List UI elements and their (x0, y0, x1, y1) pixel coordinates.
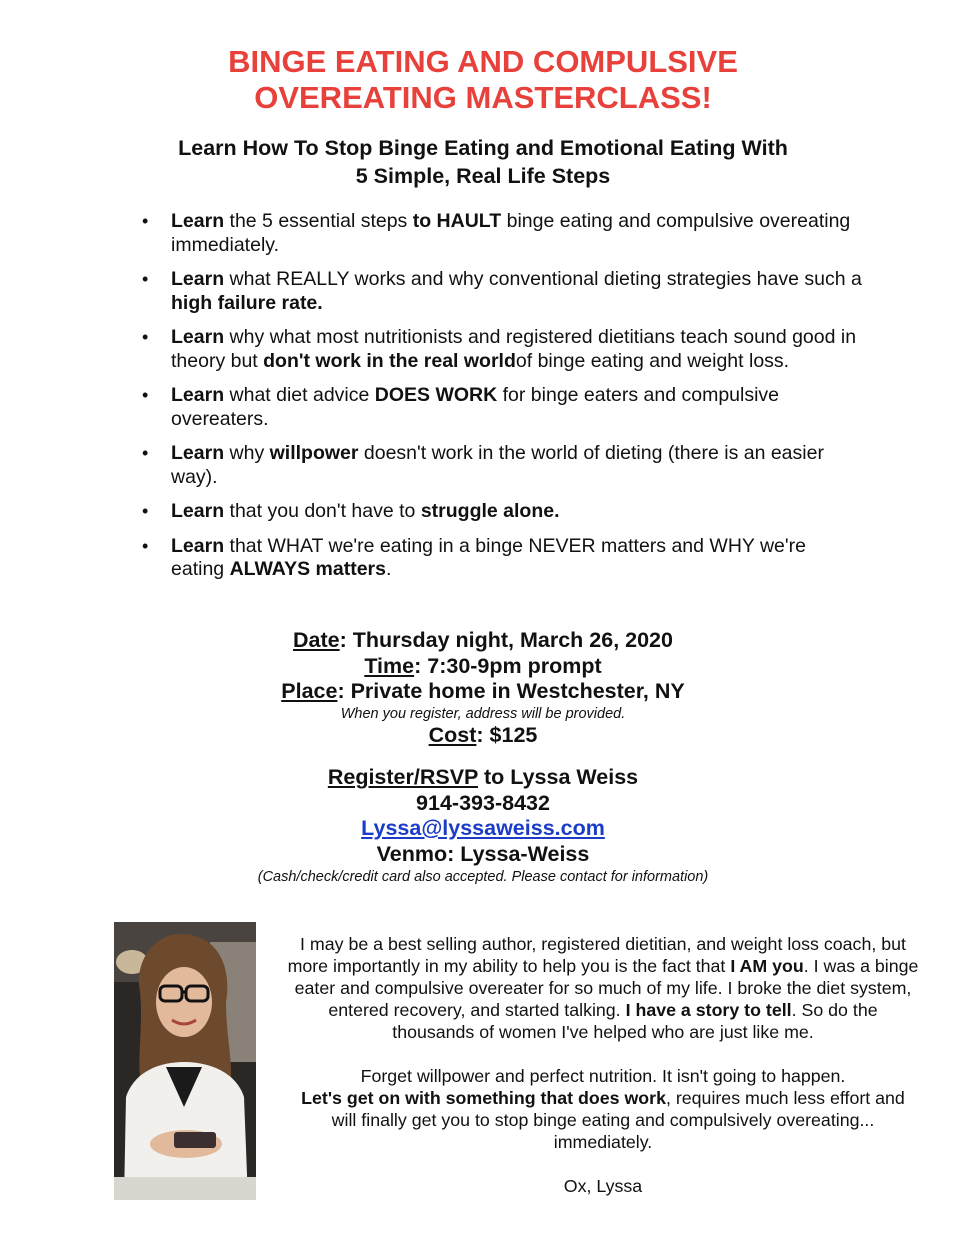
bullet-lead: Learn (171, 500, 225, 522)
bullet-emphasis: don't work in the real world (263, 349, 516, 372)
event-cost (0, 723, 966, 749)
bullet-lead: Learn (171, 210, 225, 232)
list-item (142, 326, 862, 373)
bio-signoff: Ox, Lyssa (563, 1176, 643, 1196)
time-value: : 7:30-9pm prompt (414, 653, 602, 678)
register-to: to Lyssa Weiss (478, 765, 639, 789)
date-value: : Thursday night, March 26, 2020 (339, 628, 673, 652)
bullet-text: what diet advice (224, 384, 375, 406)
bullet-lead: Learn (171, 534, 225, 557)
register-line (0, 765, 966, 791)
register-email-row (0, 816, 966, 842)
event-date (0, 628, 966, 654)
spacer (0, 748, 966, 765)
benefits-list (142, 210, 862, 593)
register-label: Register/RSVP (327, 765, 479, 789)
bullet-text: . (385, 558, 392, 580)
event-place (0, 679, 966, 705)
bullet-text: why (224, 442, 270, 464)
bio-emphasis: I AM you (730, 956, 804, 976)
title-line-1: BINGE EATING AND COMPULSIVE (228, 44, 738, 79)
register-phone: 914-393-8432 (416, 790, 550, 815)
bullet-lead: Learn (171, 442, 225, 464)
email-link[interactable]: Lyssa@lyssaweiss.com (361, 816, 605, 840)
bullet-text: that WHAT we're eating in a binge NEVER matters and WHY we're eating (171, 534, 806, 580)
bullet-text: why what most nutritionists and registered dietitians teach sound good in theory but (171, 326, 857, 372)
bullet-emphasis: high failure rate. (171, 291, 323, 314)
page-subtitle (0, 134, 966, 190)
bio-text: Forget willpower and perfect nutrition. It isn't going to happen. (360, 1066, 846, 1086)
bullet-emphasis: struggle alone. (420, 500, 560, 522)
bullet-emphasis: ALWAYS matters (229, 558, 386, 580)
bullet-lead: Learn (171, 326, 225, 348)
time-label: Time (364, 653, 415, 678)
bio-text: . I was a binge eater and compulsive overeater for so much of my life. I broke the diet system, entered recovery, and started talking. (294, 956, 919, 1020)
author-bio (287, 933, 919, 1219)
author-photo-illustration (114, 922, 256, 1200)
place-value: : Private home in Westchester, NY (337, 679, 685, 703)
list-item (142, 210, 862, 257)
bullet-text: binge eating and compulsive overeating immediately. (171, 210, 851, 256)
list-item (142, 500, 862, 524)
bullet-lead: Learn (171, 268, 225, 290)
bullet-text: that you don't have to (224, 500, 421, 522)
bullet-text: for binge eaters and compulsive overeaters. (171, 384, 780, 430)
bullet-text: of binge eating and weight loss. (515, 349, 790, 372)
bullet-text: doesn't work in the world of dieting (there is an easier way). (171, 442, 824, 488)
bullet-emphasis: to HAULT (412, 210, 502, 232)
bullet-text: the 5 essential steps (224, 210, 413, 232)
bio-text: . So do the thousands of women I've helped who are just like me. (392, 1000, 878, 1042)
list-item (142, 442, 862, 489)
bio-text: , requires much less effort and will finally get you to stop binge eating and compulsively overeating... immediately. (331, 1088, 905, 1152)
event-time (0, 654, 966, 680)
author-photo (114, 922, 256, 1200)
bio-text: I may be a best selling author, registered dietitian, and weight loss coach, but more importantly in my ability to help you is the fact that (287, 934, 906, 976)
bullet-emphasis: DOES WORK (374, 384, 498, 406)
subtitle-line-1: Learn How To Stop Binge Eating and Emotional Eating With (178, 136, 788, 160)
date-label: Date (293, 628, 340, 652)
payment-note: (Cash/check/credit card also accepted. Please contact for information) (257, 869, 709, 885)
bio-paragraph-2 (287, 1065, 919, 1153)
bullet-emphasis: willpower (269, 442, 359, 464)
register-venmo: Venmo: Lyssa-Weiss (376, 841, 590, 866)
page-title (0, 44, 966, 116)
bio-emphasis: Let's get on with something that does work (301, 1088, 666, 1108)
bio-emphasis: I have a story to tell (625, 1000, 792, 1020)
bio-paragraph-1 (287, 933, 919, 1043)
list-item (142, 535, 862, 582)
list-item (142, 384, 862, 431)
title-line-2: OVEREATING MASTERCLASS! (254, 80, 712, 115)
cost-value: : $125 (476, 722, 538, 747)
place-note: When you register, address will be provided. (340, 705, 626, 722)
subtitle-line-2: 5 Simple, Real Life Steps (355, 164, 611, 188)
list-item (142, 268, 862, 315)
event-details (0, 628, 966, 887)
cost-label: Cost (428, 722, 477, 747)
bullet-lead: Learn (171, 384, 225, 406)
bullet-text: what REALLY works and why conventional dieting strategies have such a (224, 268, 862, 290)
place-label: Place (281, 679, 338, 703)
